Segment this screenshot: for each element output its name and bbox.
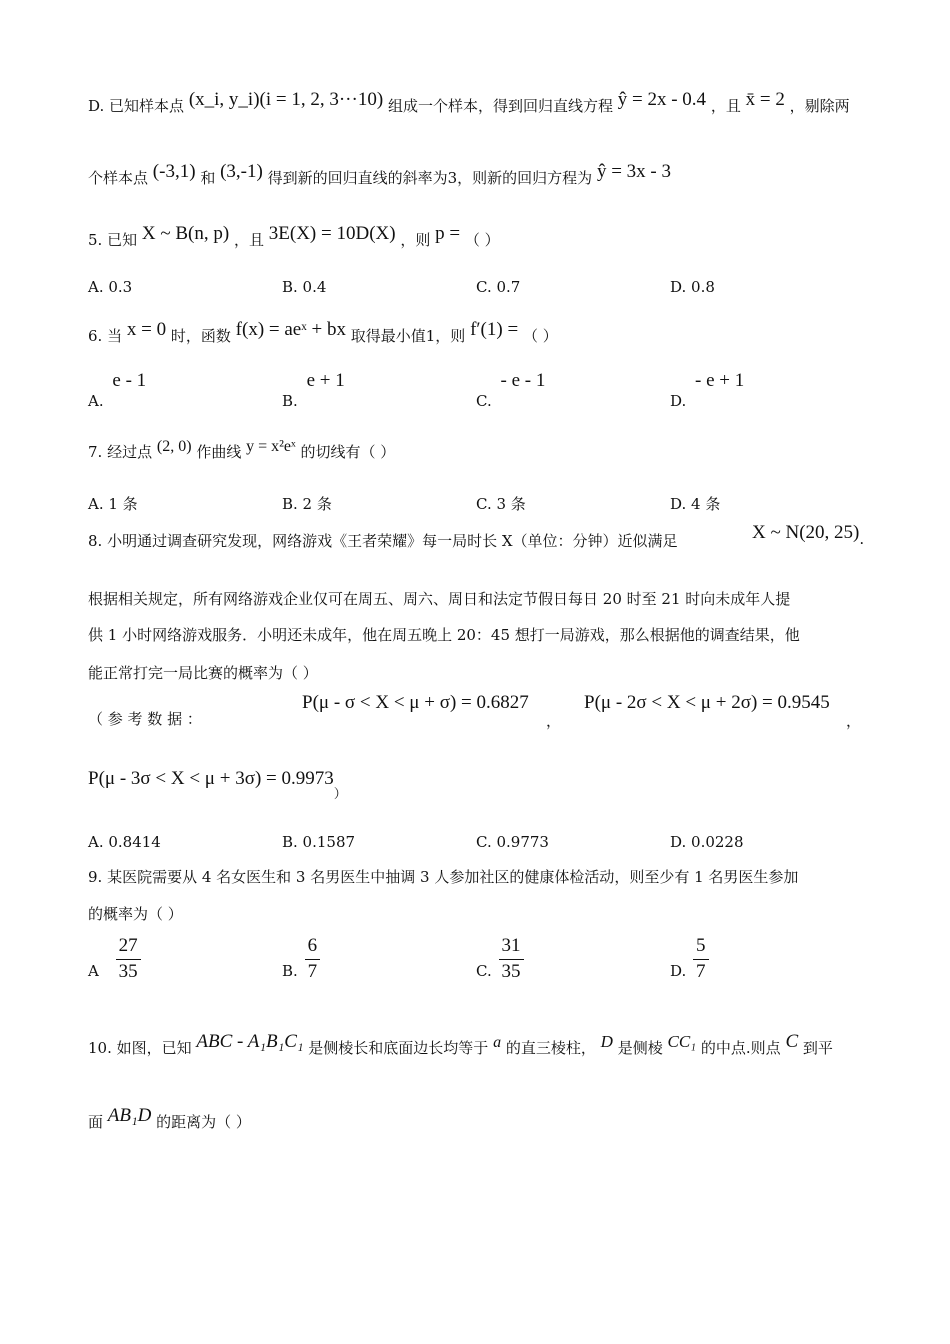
q9-option-label: A — [88, 962, 99, 981]
q9-fraction — [499, 936, 524, 983]
q8-distribution — [752, 522, 864, 548]
question-6-stem — [88, 318, 558, 346]
q4d-text: 组成一个样本，得到回归直线方程 — [387, 97, 613, 115]
q6-number: 6. 当 — [88, 327, 123, 345]
q6-text: （ ） — [522, 327, 558, 345]
q4d-label: D. 已知样本点 — [88, 97, 185, 115]
q4d-regression-equation: ŷ = 2x - 0.4 — [617, 89, 707, 110]
q4d-text: 和 — [200, 169, 216, 187]
q8-ref-2 — [584, 692, 830, 718]
q10-point-c: C — [785, 1031, 799, 1052]
q8-ref-1 — [302, 692, 529, 718]
q7-option-d[interactable]: D. 4 条 — [670, 495, 721, 513]
q7-option-b[interactable]: B. 2 条 — [282, 495, 332, 513]
q4d-sample-points: (x_i, y_i)(i = 1, 2, 3···10) — [188, 89, 384, 110]
q7-curve: y = x²eˣ — [246, 438, 296, 455]
q4d-point-2: (3,-1) — [220, 161, 263, 182]
q9-fraction — [305, 936, 321, 983]
q6-option-a[interactable] — [88, 370, 147, 410]
q6-x-value: x = 0 — [126, 319, 167, 340]
q10-prism: ABC - A₁B₁C₁ — [196, 1031, 304, 1052]
q8-option-d[interactable]: D. 0.0228 — [670, 833, 744, 851]
question-10-line2 — [88, 1104, 251, 1132]
q6-option-d[interactable] — [670, 370, 745, 410]
q5-text: ，且 — [233, 231, 264, 249]
q8-text: 8. 小明通过调查研究发现，网络游戏《王者荣耀》每一局时长 X（单位：分钟）近似满足 — [88, 532, 678, 550]
q7-text: 的切线有（ ） — [300, 443, 396, 461]
q4d-text: ，且 — [710, 97, 741, 115]
q10-plane: AB₁D — [107, 1105, 152, 1126]
q9-option-b[interactable] — [282, 936, 320, 983]
q4d-text: ，剔除两 — [789, 97, 850, 115]
q8-comma: ， — [546, 712, 562, 730]
q9-denominator: 35 — [118, 960, 138, 982]
q5-number: 5. 已知 — [88, 231, 138, 249]
q5-option-d[interactable]: D. 0.8 — [670, 278, 715, 296]
q9-fraction — [116, 936, 141, 983]
q9-option-d[interactable] — [670, 936, 709, 983]
q9-option-label: B. — [282, 962, 298, 981]
q4d-new-equation: ŷ = 3x - 3 — [596, 161, 671, 182]
q6-option-value: e + 1 — [306, 370, 345, 391]
q4-option-d-line1 — [88, 88, 850, 116]
q10-text: 是侧棱 — [617, 1039, 663, 1057]
question-8-line4: 能正常打完一局比赛的概率为（ ） — [88, 664, 318, 682]
q6-function: f(x) = aeˣ + bx — [235, 319, 346, 340]
q5-condition: 3E(X) = 10D(X) — [268, 223, 396, 244]
q9-option-c[interactable] — [476, 936, 524, 983]
question-7-stem — [88, 437, 395, 462]
q6-option-label: C. — [476, 392, 492, 410]
q10-text: 面 — [88, 1113, 104, 1131]
question-8-line2: 根据相关规定，所有网络游戏企业仅可在周五、周六、周日和法定节假日每日 20 时至 21 时向未成年人提 — [88, 590, 791, 608]
q10-edge-cc1: CC₁ — [667, 1032, 697, 1051]
q5-text: （ ） — [464, 231, 500, 249]
q6-text: 取得最小值1，则 — [350, 327, 466, 345]
q10-edge-length: a — [493, 1034, 502, 1051]
q6-option-label: A. — [88, 392, 104, 410]
q9-option-label: D. — [670, 962, 687, 981]
q4d-point-1: (-3,1) — [152, 161, 196, 182]
q6-option-label: D. — [670, 392, 687, 410]
q6-derivative: f′(1) = — [470, 319, 519, 340]
q6-option-label: B. — [282, 392, 298, 410]
q7-number: 7. 经过点 — [88, 443, 153, 461]
q5-option-c[interactable]: C. 0.7 — [476, 278, 521, 296]
question-5-stem — [88, 222, 500, 250]
q10-text: 的中点.则点 — [700, 1039, 781, 1057]
q8-option-c[interactable]: C. 0.9773 — [476, 833, 549, 851]
q8-reference-label: （ 参 考 数 据 ： — [88, 710, 202, 728]
q7-text: 作曲线 — [196, 443, 242, 461]
q8-period: . — [859, 530, 865, 548]
q9-numerator: 31 — [499, 936, 524, 960]
q4d-text: 得到新的回归直线的斜率为3，则新的回归方程为 — [267, 169, 593, 187]
q4d-mean-x: x̄ = 2 — [745, 89, 785, 110]
q6-option-c[interactable] — [476, 370, 546, 410]
q5-binomial: X ~ B(n, p) — [141, 223, 230, 244]
q9-denominator: 7 — [307, 960, 318, 982]
q8-prob-1sigma: P(μ - σ < X < μ + σ) = 0.6827 — [302, 692, 529, 713]
q6-option-value: - e - 1 — [500, 370, 546, 391]
q8-prob-2sigma: P(μ - 2σ < X < μ + 2σ) = 0.9545 — [584, 692, 830, 713]
q5-text: ，则 — [400, 231, 431, 249]
q9-denominator: 7 — [696, 960, 706, 982]
q5-option-b[interactable]: B. 0.4 — [282, 278, 327, 296]
question-10-line1 — [88, 1030, 833, 1058]
q7-point: (2, 0) — [156, 438, 192, 455]
q8-option-a[interactable]: A. 0.8414 — [88, 833, 161, 851]
question-9-line1: 9. 某医院需要从 4 名女医生和 3 名男医生中抽调 3 人参加社区的健康体检活动，则至少有 1 名男医生参加 — [88, 868, 799, 886]
q10-text: 到平 — [802, 1039, 833, 1057]
q6-option-b[interactable] — [282, 370, 345, 410]
q9-denominator: 35 — [501, 960, 521, 982]
q9-numerator: 6 — [305, 936, 321, 960]
q9-option-a[interactable] — [88, 936, 141, 983]
q7-option-a[interactable]: A. 1 条 — [88, 495, 138, 513]
q5-option-a[interactable]: A. 0.3 — [88, 278, 133, 296]
q9-option-label: C. — [476, 962, 492, 981]
q8-normal: X ~ N(20, 25) — [752, 522, 860, 543]
q10-number: 10. 如图，已知 — [88, 1039, 192, 1057]
q4d-text: 个样本点 — [88, 169, 149, 187]
question-9-line2: 的概率为（ ） — [88, 905, 183, 923]
q9-numerator: 27 — [116, 936, 141, 960]
q4-option-d-line2 — [88, 160, 671, 188]
q10-text: 的距离为（ ） — [156, 1113, 251, 1131]
q6-option-value: e - 1 — [112, 370, 147, 391]
q8-close-paren: ） — [333, 787, 347, 802]
q9-numerator: 5 — [693, 936, 709, 960]
q9-fraction — [693, 936, 709, 983]
question-8-line3: 供 1 小时网络游戏服务．小明还未成年，他在周五晚上 20：45 想打一局游戏，那么根据他的调查结果，他 — [88, 626, 800, 644]
q6-text: 时，函数 — [170, 327, 231, 345]
q8-ref-3 — [88, 768, 347, 802]
q5-unknown: p = — [435, 223, 461, 244]
q8-comma: ， — [846, 712, 862, 730]
q7-option-c[interactable]: C. 3 条 — [476, 495, 526, 513]
q10-text: 是侧棱长和底面边长均等于 — [308, 1039, 489, 1057]
q6-option-value: - e + 1 — [695, 370, 745, 391]
q10-text: 的直三棱柱， — [505, 1039, 596, 1057]
question-8-line1 — [88, 532, 678, 551]
q8-option-b[interactable]: B. 0.1587 — [282, 833, 356, 851]
q8-prob-3sigma: P(μ - 3σ < X < μ + 3σ) = 0.9973 — [88, 768, 334, 789]
q10-point-d: D — [600, 1032, 613, 1051]
